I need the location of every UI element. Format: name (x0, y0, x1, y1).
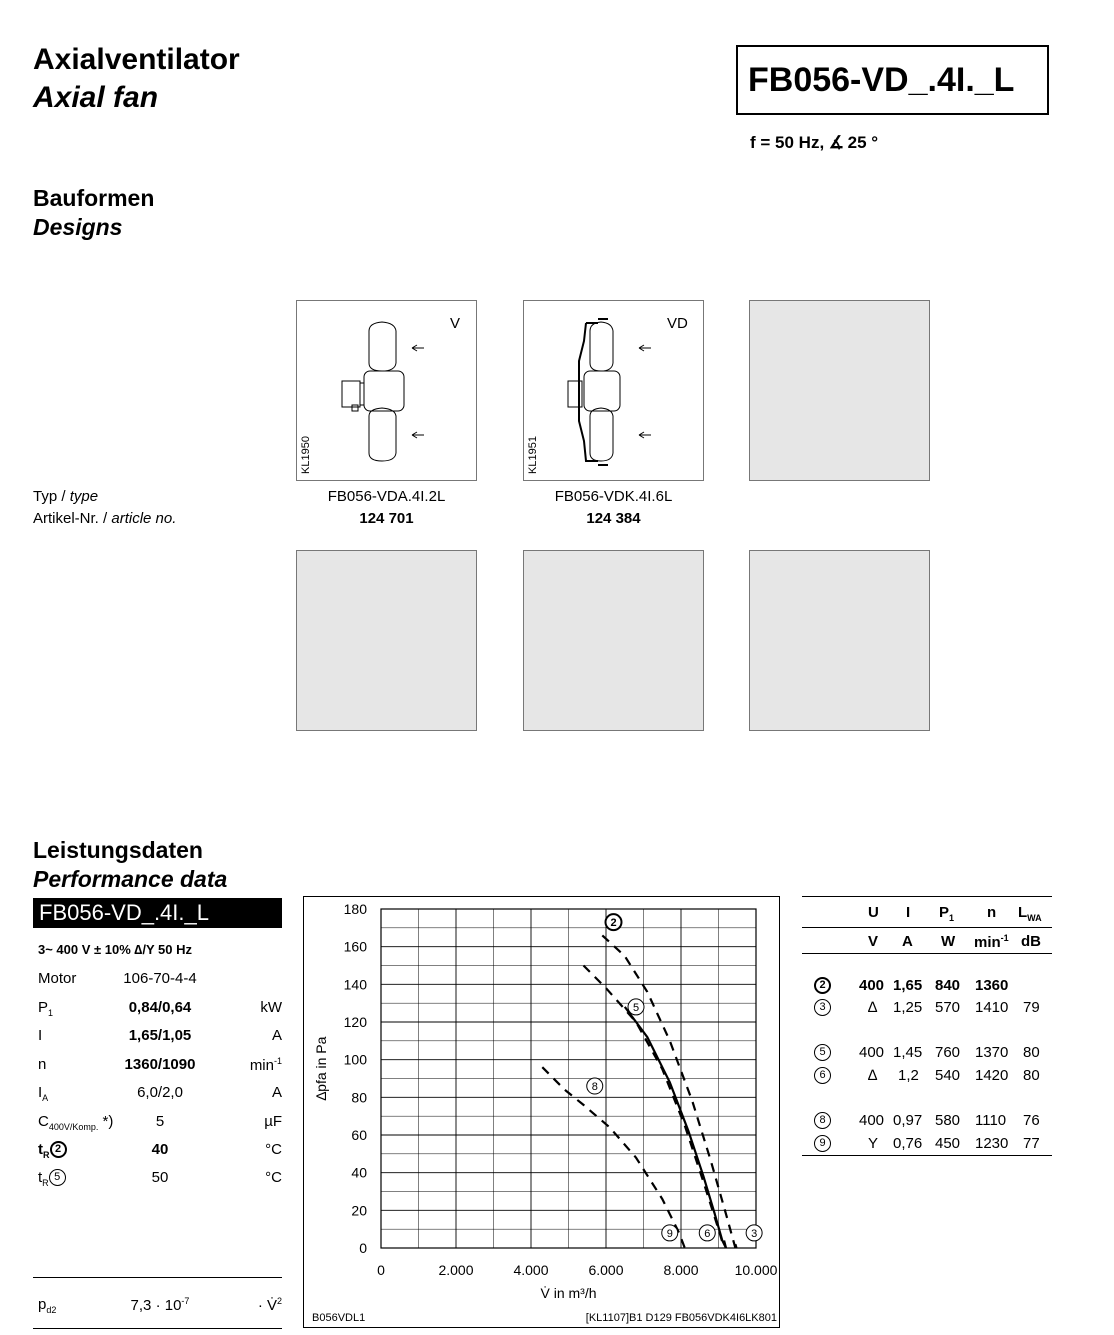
perf-unit: $\min^{-1}$ (249, 1056, 282, 1074)
y-tick-label: 160 (343, 938, 367, 955)
type-label-en: type (69, 488, 99, 505)
y-tick-label: 180 (343, 901, 367, 917)
perf-row-i (38, 1027, 282, 1055)
perf-value: 106-70-4-4 (123, 970, 197, 987)
cell: 580 (935, 1112, 961, 1129)
chart-footer-right: [KL1107]B1 D129 FB056VDK4I6LK801 (585, 1312, 777, 1324)
col-unit: dB (1021, 933, 1041, 950)
x-axis-label: V̇ in m³/h (540, 1285, 597, 1301)
drawing-number: KL1951 (526, 436, 539, 474)
title-en: Axial fan (33, 81, 159, 114)
perf-unit: °C (265, 1169, 282, 1186)
perf-row-tr5 (38, 1169, 282, 1197)
col-unit: $\min^{-1}$ (974, 933, 1009, 951)
curve-label: 6 (704, 1227, 711, 1240)
col-header: U (868, 904, 879, 921)
design-placeholder (749, 300, 930, 481)
divider (33, 1328, 282, 1329)
y-tick-label: 100 (343, 1051, 367, 1068)
y-tick-label: 60 (351, 1127, 367, 1143)
cell: ∆ (868, 1067, 878, 1084)
cell: 400 (859, 977, 885, 994)
perf-row-ia (38, 1084, 282, 1112)
cell: 1,45 (893, 1044, 923, 1061)
perf-value: 0,84/0,64 (128, 999, 192, 1016)
cell: 540 (935, 1067, 961, 1084)
design-tag: VD (667, 315, 688, 332)
chart-footer-left: B056VDL1 (312, 1312, 366, 1324)
col-header: $L_{WA}$ (1018, 904, 1042, 923)
performance-model-banner: FB056-VD_.4I._L (33, 898, 282, 928)
x-tick-label: 8.000 (663, 1262, 699, 1278)
article-label-de: Artikel-Nr. / (33, 510, 108, 527)
perf-value: 50 (151, 1169, 169, 1186)
perf-value: 1,65/1,05 (128, 1027, 192, 1044)
perf-label: $t_R$ 2 (38, 1141, 50, 1160)
perf-row-motor (38, 970, 282, 998)
type-label-de: Typ / (33, 488, 66, 505)
supply-spec: 3~ 400 V ± 10% ∆/Y 50 Hz (38, 942, 192, 957)
model-code: FB056-VD_.4I._L (736, 45, 1049, 115)
design-placeholder (296, 550, 477, 731)
curve-label: 2 (610, 917, 617, 930)
design-drawing-vd (523, 300, 704, 481)
cell: 80 (1023, 1044, 1040, 1061)
curve-label: 9 (666, 1227, 673, 1240)
design-type: FB056-VDK.4I.6L (554, 488, 673, 505)
y-axis-label: ∆pfa in Pa (313, 1036, 329, 1101)
col-unit: A (902, 933, 913, 950)
perf-row-capacitor (38, 1113, 282, 1141)
cell: 1,65 (893, 977, 923, 994)
perf-label: $I_A$ (38, 1084, 49, 1103)
col-unit: W (941, 933, 956, 950)
col-header: $P_1$ (939, 904, 955, 923)
cell: 1230 (975, 1135, 1009, 1152)
design-article: 124 701 (359, 510, 414, 527)
cell: 1110 (975, 1112, 1007, 1129)
y-tick-label: 0 (359, 1240, 367, 1256)
perf-label: $p_{d2}$ (38, 1296, 57, 1315)
cell: 1410 (975, 999, 1009, 1016)
type-label (33, 488, 98, 505)
perf-value: 6,0/2,0 (137, 1084, 183, 1101)
design-drawing-v (296, 300, 477, 481)
fan-vd-drawing-icon (524, 301, 703, 480)
y-tick-label: 20 (351, 1202, 367, 1219)
cell: 76 (1023, 1112, 1040, 1129)
curve-8 (584, 966, 725, 1249)
curve-label: 3 (751, 1227, 758, 1240)
perf-unit: °C (265, 1141, 282, 1158)
design-type: FB056-VDA.4I.2L (327, 488, 446, 505)
curve-5 (625, 1007, 726, 1248)
angle-text: 25 ° (847, 133, 879, 152)
perf-label: n (38, 1056, 47, 1073)
y-tick-label: 40 (351, 1164, 367, 1181)
frequency-line (750, 133, 878, 153)
perf-label: Motor (38, 970, 77, 987)
perf-unit: · V̇$^2$ (257, 1296, 282, 1314)
x-tick-label: 2.000 (438, 1262, 474, 1278)
article-label (33, 510, 176, 527)
title-de: Axialventilator (33, 43, 240, 76)
motor-data-table: U I $P_1$ n $L_{WA}$ V A W $\min^{-1}$ dB 2 400 1,65 840 1360 3 ∆ 1,25 570 1410 79 5 400 1,45 760 1370 80 6 ∆ 1,2 540 1420 80 8 400 0,97 580 1110 76 9 Y 0,76 450 1230 77 (802, 896, 1052, 1156)
designs-heading-en: Designs (33, 214, 123, 240)
x-tick-label: 10.000 (734, 1262, 778, 1278)
perf-unit: µF (264, 1113, 282, 1130)
divider (33, 1277, 282, 1278)
cell: 450 (935, 1135, 961, 1152)
cell: 1,2 (898, 1067, 919, 1084)
design-article: 124 384 (586, 510, 641, 527)
perf-unit: A (271, 1084, 282, 1101)
curve-9 (542, 1067, 685, 1248)
article-label-en: article no. (111, 510, 177, 527)
y-tick-label: 80 (351, 1089, 367, 1106)
col-header: I (906, 904, 911, 921)
perf-label: $t_R$ 5 (38, 1169, 49, 1188)
cell: 0,97 (893, 1112, 923, 1129)
perf-value: 40 (151, 1141, 169, 1158)
perf-label: I (38, 1027, 43, 1044)
perf-value: 5 (155, 1113, 165, 1130)
perf-row-n (38, 1056, 282, 1084)
design-tag: V (450, 315, 461, 332)
perf-unit: A (271, 1027, 282, 1044)
perf-value: $7,3 \cdot 10^{-7}$ (130, 1296, 190, 1314)
cell: 1,25 (893, 999, 923, 1016)
cell: 1370 (975, 1044, 1009, 1061)
cell: 840 (935, 977, 961, 994)
chart-frame (303, 896, 780, 1328)
designs-heading-de: Bauformen (33, 185, 155, 211)
x-tick-label: 4.000 (513, 1262, 549, 1278)
curve-2 (602, 935, 735, 1248)
cell: 1420 (975, 1067, 1009, 1084)
y-tick-label: 120 (343, 1014, 367, 1030)
cell: 400 (859, 1112, 885, 1129)
fan-v-drawing-icon (297, 301, 476, 480)
frequency-text: f = 50 Hz, (750, 133, 825, 152)
cell: 1360 (975, 977, 1009, 994)
perf-unit: kW (260, 999, 282, 1016)
performance-heading-en: Performance data (33, 866, 228, 892)
cell: 77 (1023, 1135, 1040, 1152)
design-placeholder (749, 550, 930, 731)
y-tick-label: 140 (343, 976, 367, 993)
x-tick-label: 0 (377, 1262, 385, 1278)
cell: 80 (1023, 1067, 1040, 1084)
perf-row-pd2 (38, 1296, 282, 1324)
curve-label: 5 (632, 1001, 640, 1014)
performance-chart (304, 897, 779, 1327)
cell: 570 (935, 999, 961, 1016)
cell: 760 (935, 1044, 961, 1061)
perf-row-tr2 (38, 1141, 282, 1169)
perf-row-p1 (38, 999, 282, 1027)
cell: Y (868, 1135, 879, 1152)
perf-label: $P_1$ (38, 999, 54, 1018)
drawing-number: KL1950 (299, 436, 312, 474)
col-unit: V (868, 933, 879, 950)
perf-value: 1360/1090 (124, 1056, 196, 1073)
perf-label: $C_{400V/Komp.}$ *) (38, 1113, 114, 1132)
cell: 0,76 (893, 1135, 923, 1152)
cell: ∆ (868, 999, 878, 1016)
angle-icon: ∡ (828, 133, 845, 152)
cell: 400 (859, 1044, 885, 1061)
x-tick-label: 6.000 (588, 1262, 624, 1278)
col-header: n (987, 904, 997, 921)
design-placeholder (523, 550, 704, 731)
curve-label: 8 (591, 1081, 598, 1094)
curve-3 (735, 1244, 736, 1248)
performance-heading-de: Leistungsdaten (33, 837, 203, 863)
cell: 79 (1023, 999, 1040, 1016)
